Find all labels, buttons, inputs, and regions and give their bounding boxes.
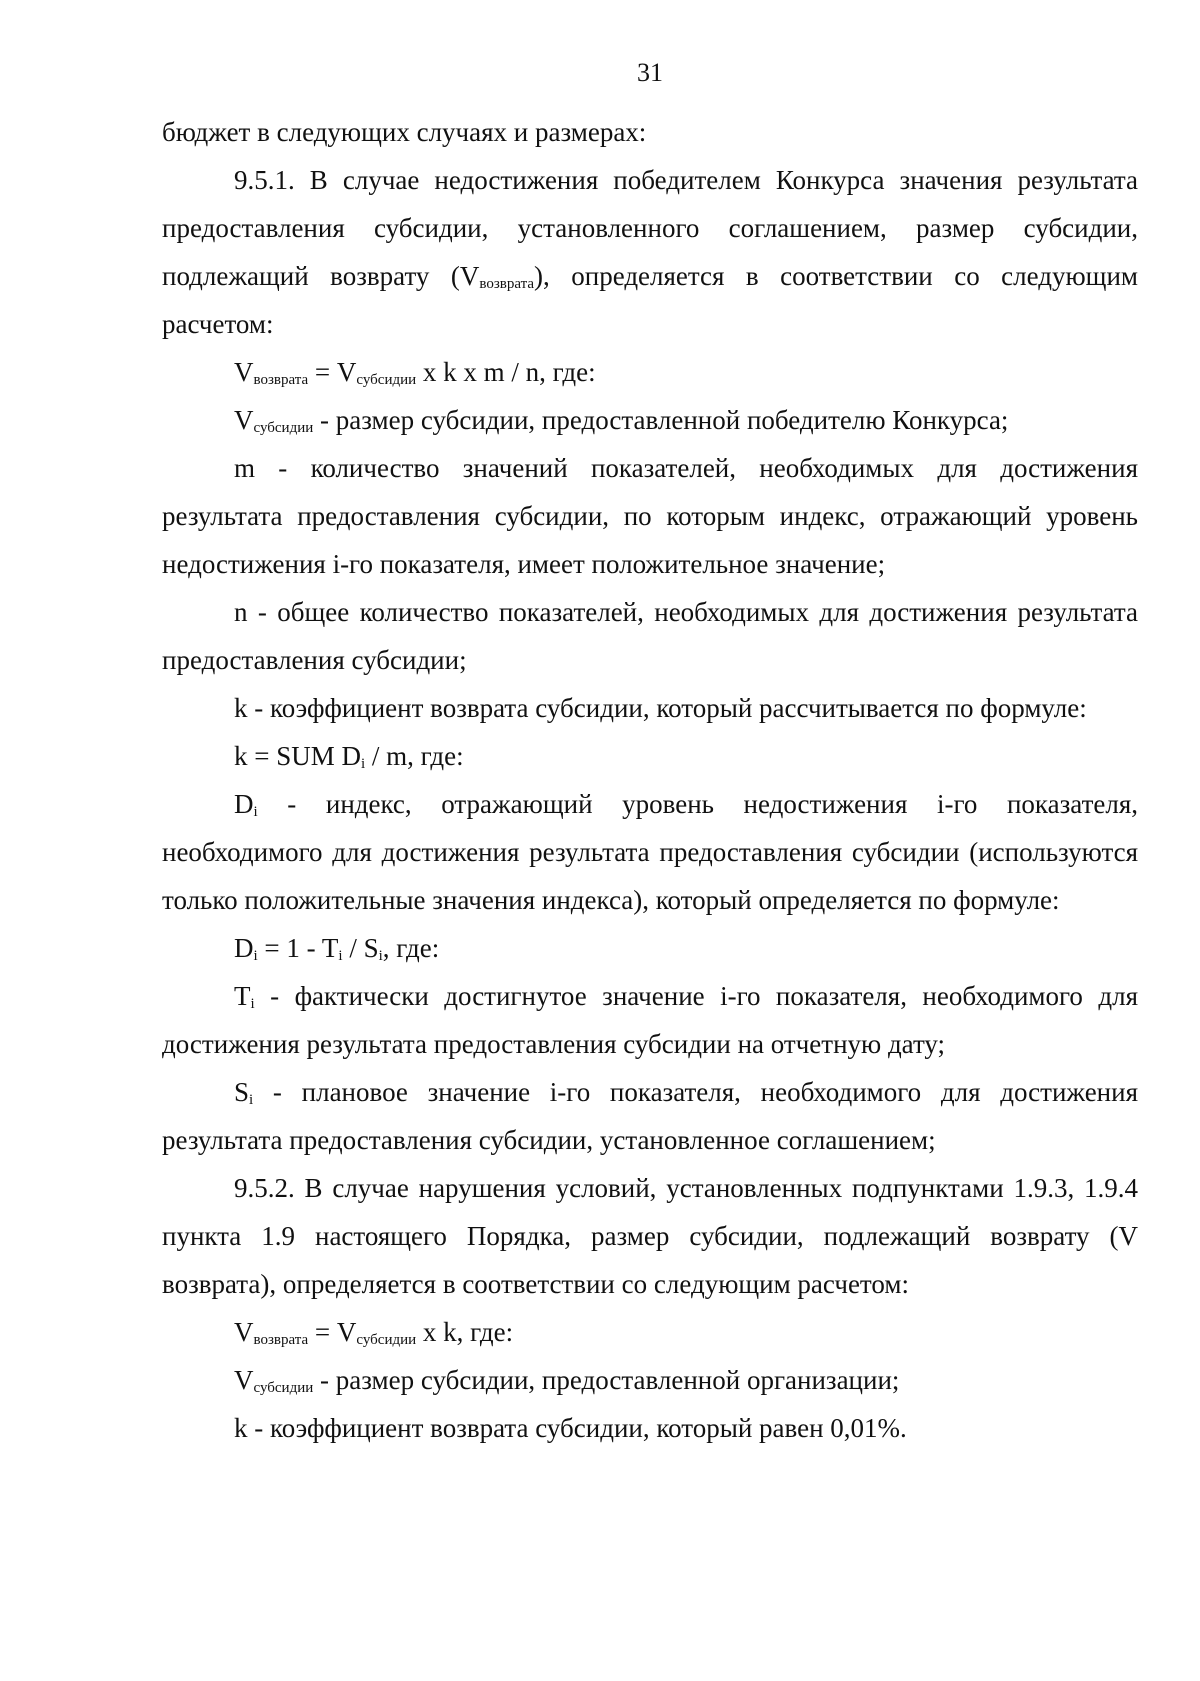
formula-v-return-2: $V_{возврата} = V_{субсидии}$ x k, где: (234, 1317, 514, 1348)
definition-v-subsidy-2: $V_{субсидии}$ - размер субсидии, предоставленной организации; (234, 1365, 900, 1396)
definition-k-2: k - коэффициент возврата субсидии, который равен 0,01%. (234, 1413, 907, 1443)
definition-di: $D_i$ - индекс, отражающий уровень недостижения i-го показателя, необходимого для достижения результата предоставления субсидии (используются только положительные значения индекса), который определяется по формуле: (162, 789, 1138, 915)
definition-v-subsidy-1: $V_{субсидии}$ - размер субсидии, предоставленной победителю Конкурса; (234, 405, 1009, 436)
definition-si: $S_i$ - плановое значение i-го показателя, необходимого для достижения результата предоставления субсидии, установленное соглашением; (162, 1077, 1138, 1155)
document-body (162, 108, 1138, 1452)
formula-di: $D_i = 1 - T_i / S_i$, где: (234, 933, 440, 964)
definition-ti: $T_i$ - фактически достигнутое значение i-го показателя, необходимого для достижения результата предоставления субсидии на отчетную дату; (162, 981, 1138, 1059)
paragraph-intro: бюджет в следующих случаях и размерах: (162, 117, 647, 147)
paragraph-9-5-2: 9.5.2. В случае нарушения условий, установленных подпунктами 1.9.3, 1.9.4 пункта 1.9 настоящего Порядка, размер субсидии, подлежащий возврату (V возврата), определяется в соответствии со следующим расчетом: (162, 1173, 1138, 1299)
formula-v-return-1: $V_{возврата} = V_{субсидии}$ x k x m / n, где: (234, 357, 596, 388)
paragraph-9-5-1: 9.5.1. В случае недостижения победителем Конкурса значения результата предоставления субсидии, установленного соглашением, размер субсидии, подлежащий возврату $(V_{возврата})$, определяется в соответствии со следующим расчетом: (162, 165, 1138, 339)
definition-n: n - общее количество показателей, необходимых для достижения результата предоставления субсидии; (162, 597, 1138, 675)
formula-k: k = SUM $D_i$ / m, где: (234, 741, 464, 772)
definition-k: k - коэффициент возврата субсидии, который рассчитывается по формуле: (234, 693, 1087, 723)
page-number: 31 (637, 58, 663, 87)
definition-m: m - количество значений показателей, необходимых для достижения результата предоставления субсидии, по которым индекс, отражающий уровень недостижения i-го показателя, имеет положительное значение; (162, 453, 1138, 579)
